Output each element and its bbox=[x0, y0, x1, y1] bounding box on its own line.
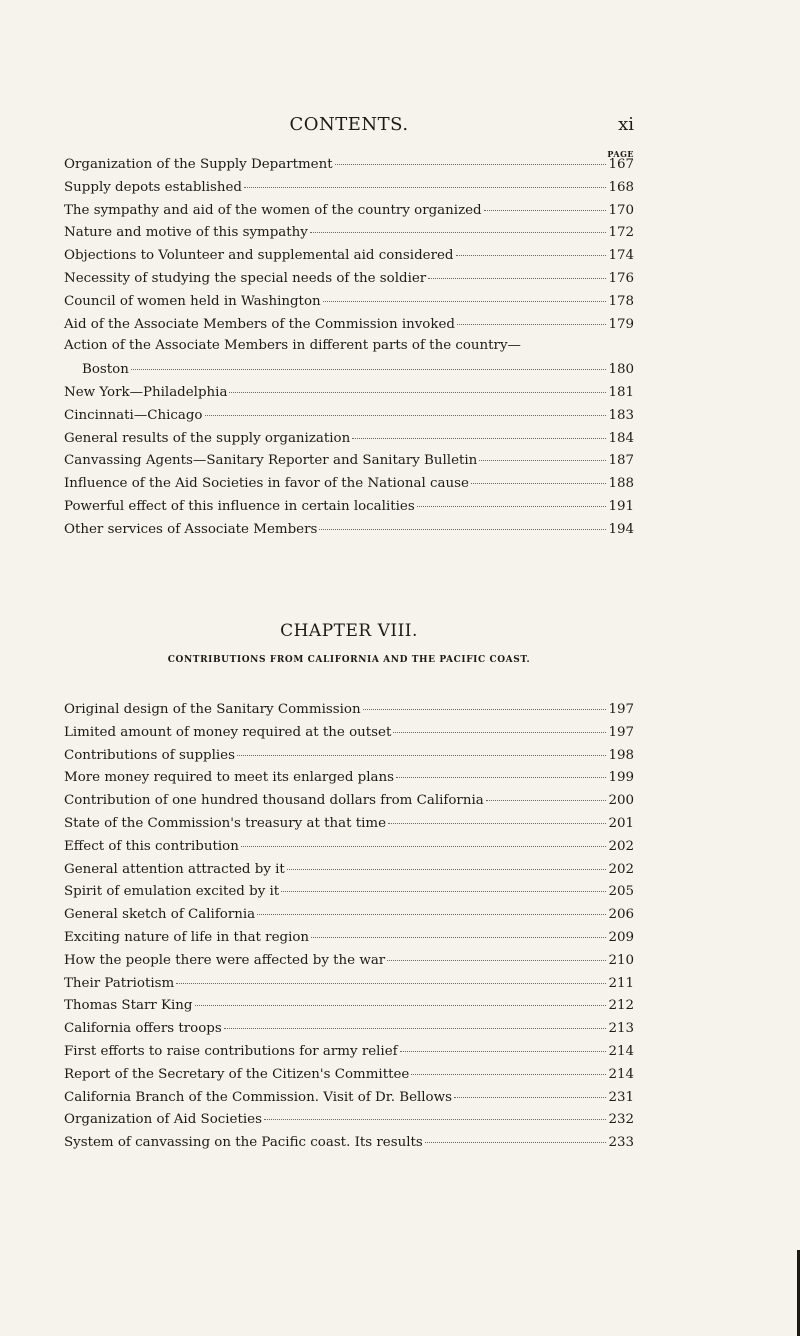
contents-list-section-1 bbox=[64, 153, 634, 541]
contents-list-section-2 bbox=[64, 698, 634, 1154]
entry-page: 179 bbox=[608, 316, 634, 332]
dot-leader bbox=[387, 946, 606, 961]
entry-title: California Branch of the Commission. Visit of Dr. Bellows bbox=[64, 1089, 452, 1105]
dot-leader bbox=[319, 515, 606, 530]
entry-title: Objections to Volunteer and supplemental aid considered bbox=[64, 248, 454, 264]
entry-title: Contributions of supplies bbox=[64, 747, 235, 763]
dot-leader bbox=[281, 877, 606, 892]
entry-page: 174 bbox=[608, 248, 634, 264]
dot-leader bbox=[479, 446, 606, 461]
entry-title: Original design of the Sanitary Commission bbox=[64, 702, 361, 717]
dot-leader bbox=[244, 173, 606, 188]
dot-leader bbox=[176, 969, 606, 984]
entry-title: General results of the supply organization bbox=[64, 430, 351, 446]
entry-title: Organization of the Supply Department bbox=[64, 157, 333, 172]
entry-title: Contribution of one hundred thousand dollars from California bbox=[64, 793, 484, 809]
entry-title: Nature and motive of this sympathy bbox=[64, 225, 308, 241]
entry-page: 212 bbox=[608, 998, 634, 1014]
dot-leader bbox=[393, 718, 606, 733]
entry-title: The sympathy and aid of the women of the country organized bbox=[64, 202, 482, 218]
entry-title: Aid of the Associate Members of the Commission invoked bbox=[64, 316, 455, 332]
entry-title: Other services of Associate Members bbox=[64, 521, 318, 537]
dot-leader bbox=[428, 264, 606, 279]
entry-title: Spirit of emulation excited by it bbox=[64, 884, 280, 900]
entry-title: Influence of the Aid Societies in favor of the National cause bbox=[64, 476, 469, 492]
dot-leader bbox=[484, 196, 607, 211]
entry-page: 205 bbox=[608, 884, 634, 900]
entry-title: Limited amount of money required at the outset bbox=[64, 724, 392, 740]
dot-leader bbox=[323, 287, 607, 302]
entry-page: 214 bbox=[608, 1043, 634, 1059]
entry-page: 181 bbox=[608, 384, 634, 400]
entry-page: 188 bbox=[608, 476, 634, 492]
page-title: CONTENTS. bbox=[289, 114, 409, 135]
entry-page: 214 bbox=[608, 1066, 634, 1082]
entry-page: 213 bbox=[608, 1021, 634, 1037]
entry-page: 209 bbox=[608, 929, 634, 945]
entry-page: 232 bbox=[608, 1112, 634, 1128]
dot-leader bbox=[311, 923, 606, 938]
dot-leader bbox=[486, 786, 607, 801]
entry-page: 201 bbox=[608, 815, 634, 831]
entry-title: System of canvassing on the Pacific coast. Its results bbox=[64, 1135, 423, 1151]
entry-page: 178 bbox=[608, 293, 634, 309]
dot-leader bbox=[195, 991, 607, 1006]
entry-page: 198 bbox=[608, 747, 634, 763]
entry-title: Powerful effect of this influence in certain localities bbox=[64, 498, 415, 514]
entry-page: 197 bbox=[608, 724, 634, 740]
entry-page: 194 bbox=[608, 521, 634, 537]
dot-leader bbox=[224, 1014, 607, 1029]
entry-title: Effect of this contribution bbox=[64, 838, 239, 854]
entry-page: 199 bbox=[608, 770, 634, 786]
entry-title: Necessity of studying the special needs of the soldier bbox=[64, 270, 427, 286]
entry-page: 176 bbox=[608, 270, 634, 286]
toc-entry bbox=[64, 313, 634, 336]
entry-page: 168 bbox=[608, 179, 634, 195]
dot-leader bbox=[363, 695, 607, 710]
dot-leader bbox=[241, 832, 607, 847]
chapter-heading: CHAPTER VIII. bbox=[280, 621, 418, 641]
entry-page: 211 bbox=[608, 975, 634, 991]
entry-title: Council of women held in Washington bbox=[64, 293, 321, 309]
entry-title: Canvassing Agents—Sanitary Reporter and Sanitary Bulletin bbox=[64, 453, 478, 469]
dot-leader bbox=[417, 492, 607, 507]
dot-leader bbox=[264, 1105, 606, 1120]
entry-page: 170 bbox=[608, 202, 634, 218]
entry-title: Organization of Aid Societies bbox=[64, 1112, 262, 1128]
entry-page: 202 bbox=[608, 838, 634, 854]
entry-page: 172 bbox=[608, 225, 634, 241]
dot-leader bbox=[205, 401, 607, 416]
entry-page: 180 bbox=[608, 362, 634, 378]
entry-page: 200 bbox=[608, 793, 634, 809]
entry-page: 197 bbox=[608, 702, 634, 717]
entry-page: 210 bbox=[608, 952, 634, 968]
entry-page: 184 bbox=[608, 430, 634, 446]
dot-leader bbox=[396, 763, 606, 778]
entry-title: Boston bbox=[82, 362, 129, 378]
dot-leader bbox=[237, 741, 606, 756]
dot-leader bbox=[425, 1128, 607, 1143]
entry-title: More money required to meet its enlarged plans bbox=[64, 770, 394, 786]
entry-title: How the people there were affected by the war bbox=[64, 952, 386, 968]
entry-title: First efforts to raise contributions for army relief bbox=[64, 1043, 398, 1059]
entry-title: Action of the Associate Members in different parts of the country— bbox=[64, 338, 521, 354]
entry-page: 183 bbox=[608, 407, 634, 423]
entry-page: 202 bbox=[608, 861, 634, 877]
entry-page: 187 bbox=[608, 453, 634, 469]
dot-leader bbox=[471, 469, 607, 484]
toc-entry bbox=[64, 518, 634, 541]
entry-title: State of the Commission's treasury at that time bbox=[64, 815, 387, 831]
dot-leader bbox=[457, 310, 606, 325]
entry-title: California offers troops bbox=[64, 1021, 222, 1037]
dot-leader bbox=[257, 900, 606, 915]
entry-title: General sketch of California bbox=[64, 907, 256, 923]
chapter-subheading: CONTRIBUTIONS FROM CALIFORNIA AND THE PACIFIC COAST. bbox=[167, 655, 531, 665]
dot-leader bbox=[411, 1060, 606, 1075]
entry-title: Thomas Starr King bbox=[64, 998, 193, 1014]
toc-entry bbox=[64, 1131, 634, 1154]
entry-title: Cincinnati—Chicago bbox=[64, 407, 203, 423]
dot-leader bbox=[400, 1037, 607, 1052]
dot-leader bbox=[310, 218, 607, 233]
entry-page: 206 bbox=[608, 907, 634, 923]
dot-leader bbox=[287, 855, 607, 870]
dot-leader bbox=[131, 355, 607, 370]
entry-page: 231 bbox=[608, 1089, 634, 1105]
entry-title: Report of the Secretary of the Citizen's Committee bbox=[64, 1066, 410, 1082]
dot-leader bbox=[229, 378, 606, 393]
entry-page: 167 bbox=[608, 157, 634, 172]
dot-leader bbox=[352, 424, 606, 439]
dot-leader bbox=[456, 241, 607, 256]
entry-title: General attention attracted by it bbox=[64, 861, 285, 877]
page-number: xi bbox=[618, 114, 634, 135]
entry-title: New York—Philadelphia bbox=[64, 384, 228, 400]
entry-page: 191 bbox=[608, 498, 634, 514]
page-column-label: PAGE bbox=[607, 149, 634, 159]
dot-leader bbox=[335, 150, 607, 165]
entry-title: Their Patriotism bbox=[64, 975, 175, 991]
dot-leader bbox=[388, 809, 606, 824]
entry-title: Exciting nature of life in that region bbox=[64, 929, 310, 945]
entry-title: Supply depots established bbox=[64, 179, 242, 195]
running-head bbox=[64, 114, 634, 138]
entry-page: 233 bbox=[608, 1135, 634, 1151]
dot-leader bbox=[454, 1083, 606, 1098]
